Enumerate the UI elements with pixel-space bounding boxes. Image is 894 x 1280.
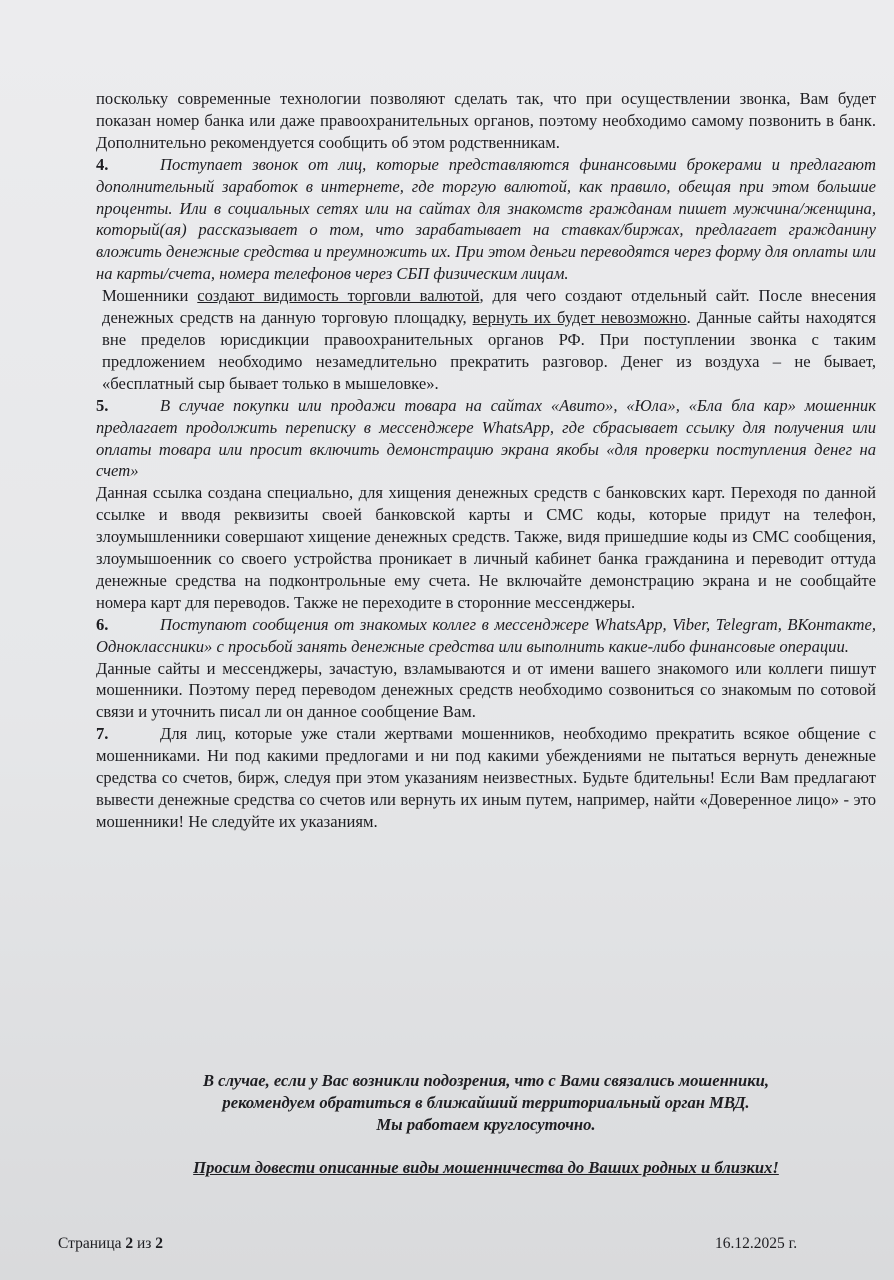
item-7-text: Для лиц, которые уже стали жертвами мошенников, необходимо прекратить всякое общение с мошенниками. Ни под какими предлогами и ни под какими убеждениями не пытаться вернуть денежные средства со счетов, бирж, следуя при этом указаниям неизвестных. Будьте бдительны! Если Вам предлагают вывести денежные средства со счетов или вернуть их иным путем, например, найти «Доверенное лицо» - это мошенники! Не следуйте их указаниям. [96,724,876,831]
item-5-scenario [96,395,876,483]
item-5-number: 5. [96,395,109,415]
item-4-scenario-text: Поступает звонок от лиц, которые представляются финансовыми брокерами и предлагают дополнительный заработок в интернете, где торгую валютой, как правило, обещая при этом большие проценты. Или в социальных сетях или на сайтах для знакомств гражданам пишет мужчина/женщина, который(ая) рассказывает о том, что зарабатывает на ставках/биржах, предлагает гражданину вложить денежные средства и преумножить их. При этом деньги переводятся через форму для оплаты или на карты/счета, номера телефонов через СБП физическим лицам. [96,154,876,284]
intro-paragraph: поскольку современные технологии позволяют сделать так, что при осуществлении звонка, Вам будет показан номер банка или даже правоохранительных органов, поэтому необходимо самому позвонить в банк. Дополнительно рекомендуется сообщить об этом родственникам. [96,89,876,152]
item-7-number: 7. [96,724,109,744]
document-body [96,88,876,833]
item-4-advice-b: , для чего создают отдельный сайт. После внесения денежных средств на данную торговую площадку, [102,286,876,328]
of-word: из [137,1235,152,1252]
item-4-advice [96,285,876,395]
page-total: 2 [155,1235,164,1252]
item-4-advice-a: Мошенники [102,286,198,306]
item-6-scenario [96,614,876,658]
item-7-paragraph [96,723,876,833]
item-4-scenario [96,154,876,285]
item-4-advice-underlined-2: вернуть их будет невозможно [472,308,687,328]
item-6-advice: Данные сайты и мессенджеры, зачастую, взламываются и от имени вашего знакомого или коллеги пишут мошенники. Поэтому перед переводом денежных средств необходимо созвониться со знакомым по сотовой связи и уточнить писал ли он данное сообщение Вам. [96,658,876,722]
document-date: 16.12.2025 г. [715,1235,798,1252]
closing-line-3: Мы работаем круглосуточно. [376,1115,596,1134]
page-number [58,1235,163,1253]
item-6-number: 6. [96,614,109,634]
page-current: 2 [125,1235,134,1252]
item-4-advice-underlined-1: создают видимость торговли валютой [197,286,480,306]
item-5-scenario-text: В случае покупки или продажи товара на сайтах «Авито», «Юла», «Бла бла кар» мошенник предлагает продолжить переписку в мессенджере WhatsApp, где сбрасывает ссылку для получения или оплаты товара или просит включить демонстрацию экрана якобы «для проверки поступления денег на счет» [96,395,876,481]
item-4-number: 4. [96,154,109,174]
item-5-advice: Данная ссылка создана специально, для хищения денежных средств с банковских карт. Переходя по данной ссылке и вводя реквизиты своей банковской карты и СМС коды, которые придут на телефон, злоумышленники совершают хищение денежных средств. Также, видя пришедшие коды из СМС сообщения, злоумышоенник со своего устройства проникает в личный кабинет банка гражданина и переводит оттуда денежные средства на подконтрольные ему счета. Не включайте демонстрацию экрана и не сообщайте номера карт для переводов. Также не переходите в сторонние мессенджеры. [96,483,876,612]
item-6-scenario-text: Поступают сообщения от знакомых коллег в мессенджере WhatsApp, Viber, Telegram, ВКонтакте, Одноклассники» с просьбой занять денежные средства или выполнить какие-либо финансовые операции. [96,614,876,656]
closing-line-1: В случае, если у Вас возникли подозрения, что с Вами связались мошенники, [202,1071,770,1090]
page-word: Страница [58,1235,122,1252]
closing-line-2: рекомендуем обратиться в ближайший территориальный орган МВД. [222,1093,750,1112]
closing-notice [96,1070,876,1136]
item-4-advice-c: . Данные сайты находятся вне пределов юрисдикции правоохранительных органов РФ. При поступлении звонка с таким предложением необходимо незамедлительно прекратить разговор. Денег из воздуха – не бывает, «бесплатный сыр бывает только в мышеловке». [102,308,876,393]
appeal-line: Просим довести описанные виды мошенничества до Ваших родных и близких! [193,1158,779,1177]
